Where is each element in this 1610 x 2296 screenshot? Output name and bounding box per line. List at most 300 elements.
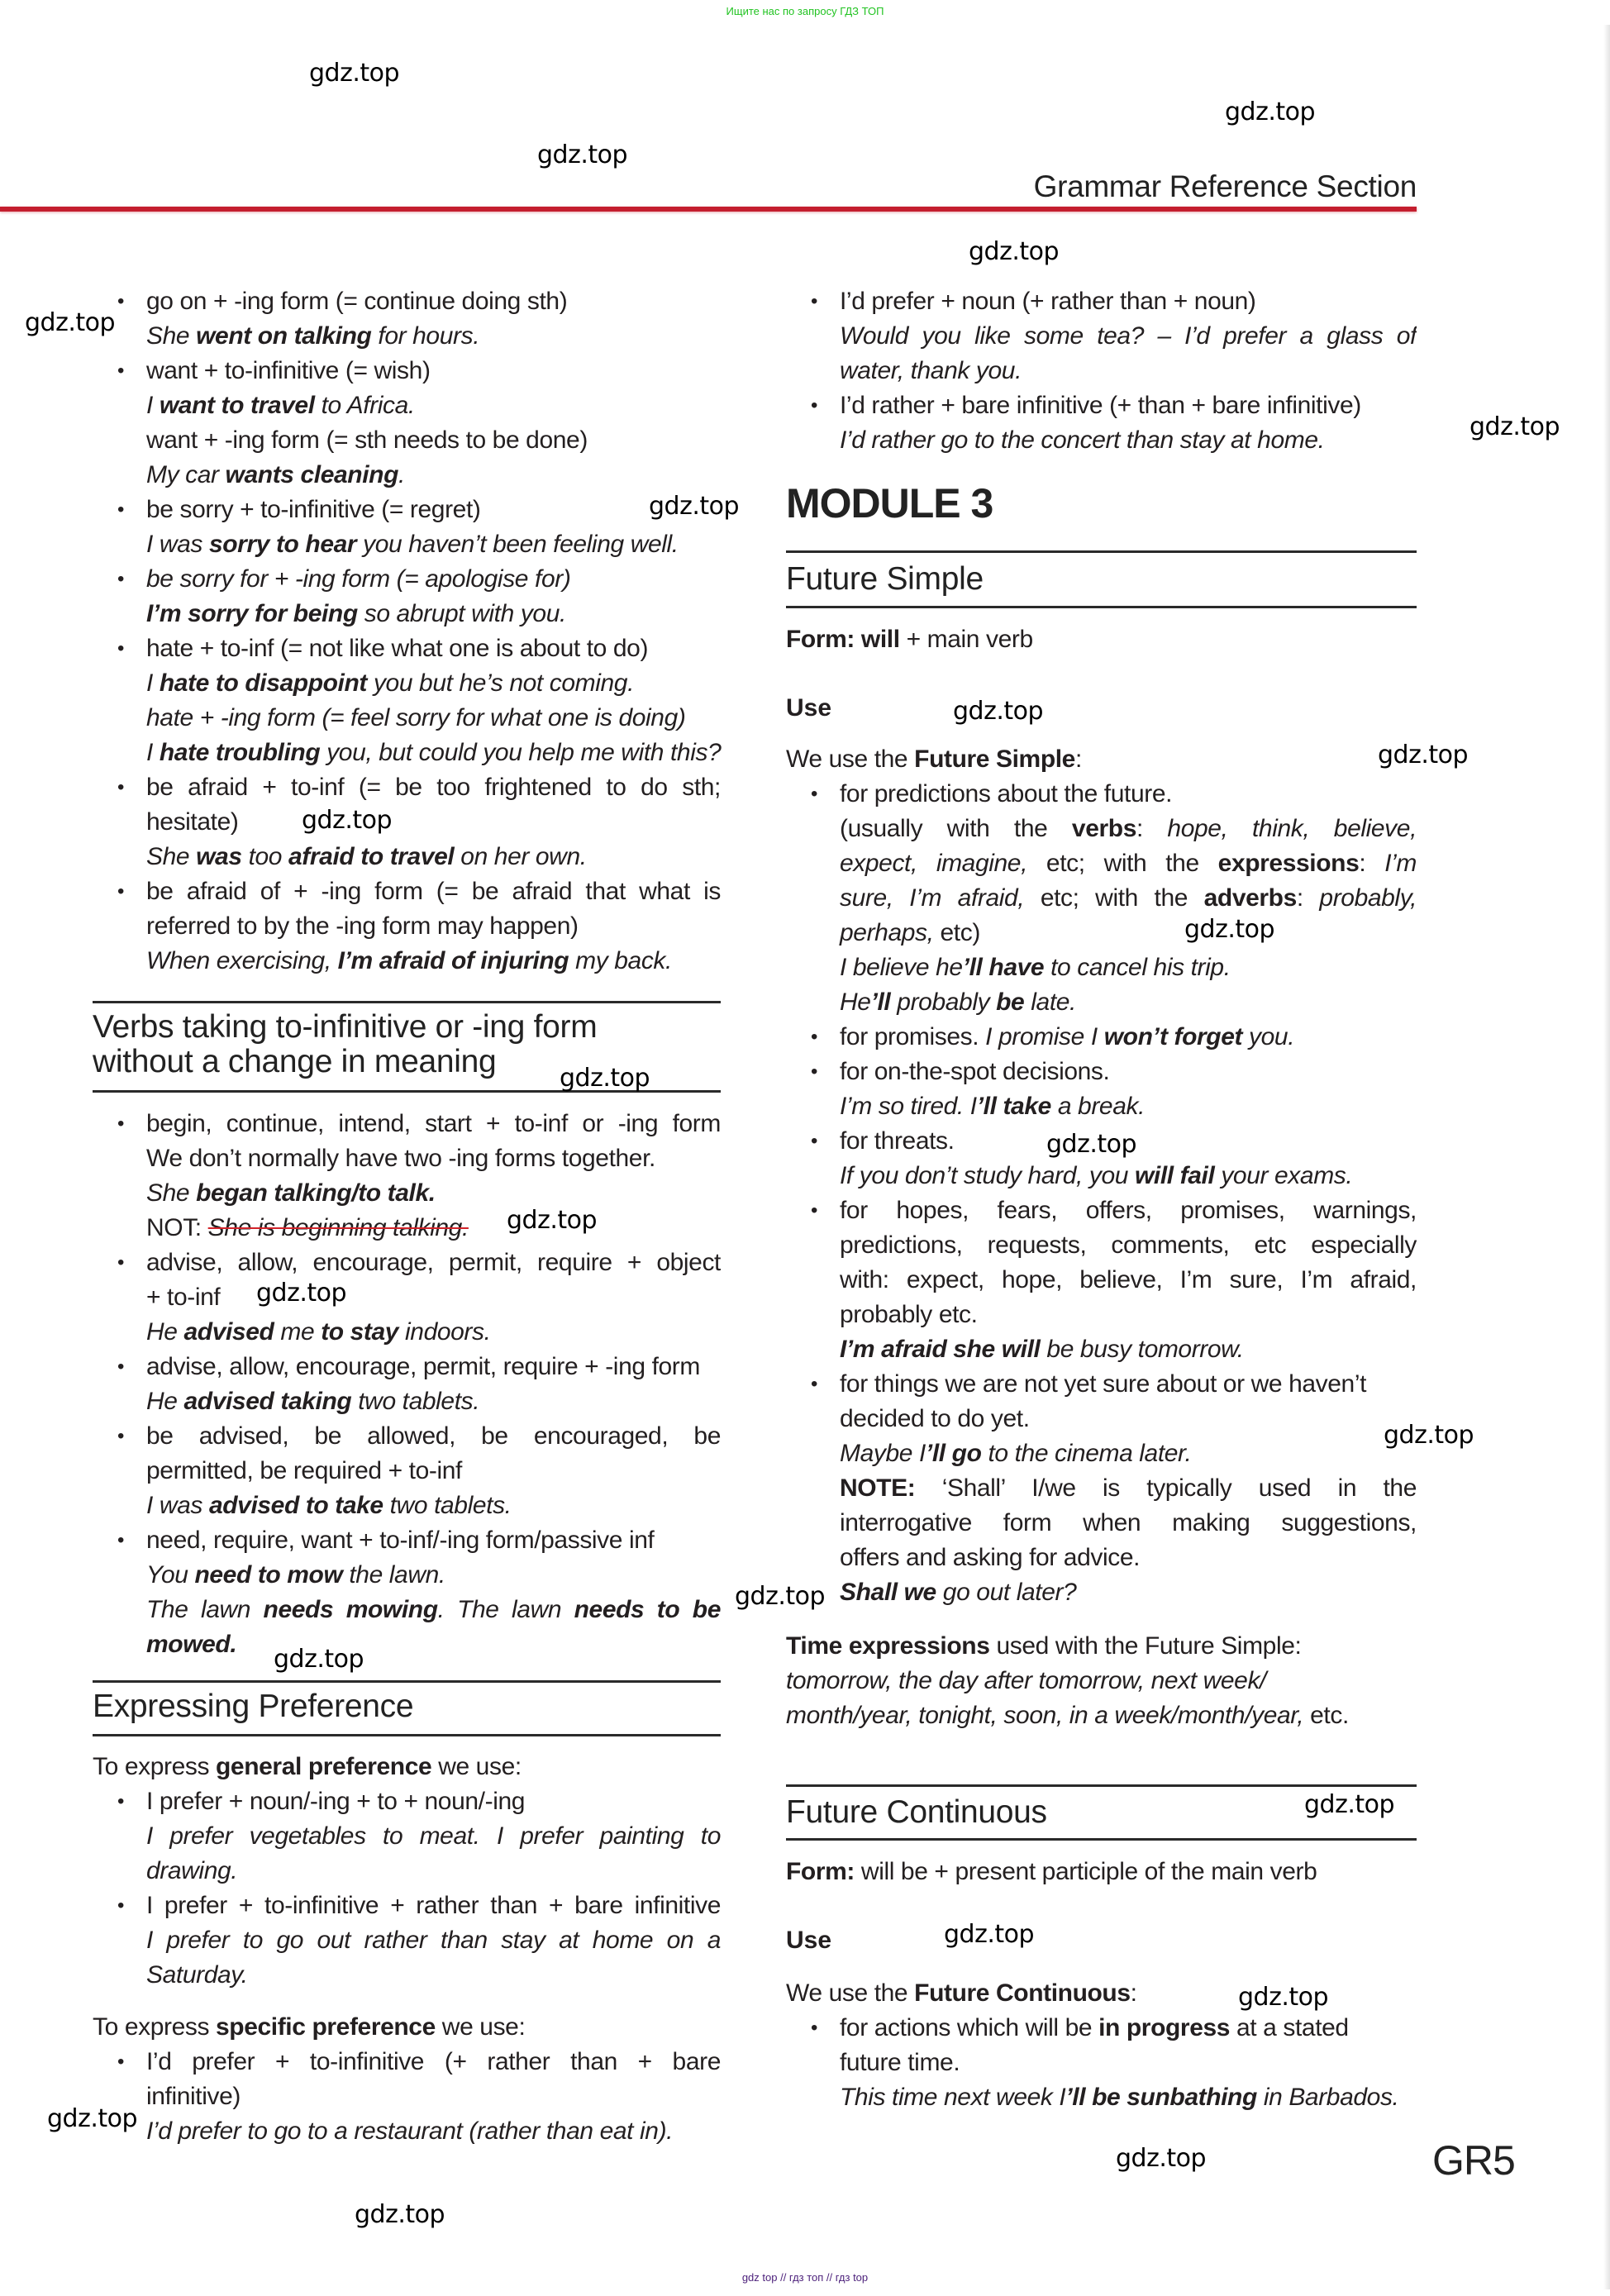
text-segment: This time next week I: [840, 2084, 1066, 2111]
watermark: gdz.top: [25, 308, 116, 337]
example-line: [93, 840, 721, 874]
text-segment: I prefer vegetables to meat. I prefer painting to: [146, 1822, 721, 1850]
example-line: [93, 666, 721, 701]
bullet-item: [786, 1055, 1417, 1089]
text-segment: .: [398, 461, 405, 488]
text-segment: we use:: [435, 2013, 526, 2041]
text-segment: advised to take: [208, 1492, 383, 1519]
text-segment: I’d rather go to the concert than stay at home.: [840, 426, 1325, 454]
text-line: [93, 423, 721, 458]
use-label: Use: [786, 694, 832, 722]
text-segment: He: [146, 1388, 184, 1415]
text-segment: Saturday.: [146, 1961, 248, 1989]
text-segment: in progress: [1098, 2014, 1231, 2041]
text-segment: sure, I’m afraid,: [840, 884, 1025, 912]
section-rule: [93, 1001, 721, 1003]
text-line: [786, 1541, 1417, 1575]
text-line: [93, 2079, 721, 2114]
watermark: gdz.top: [1384, 1421, 1474, 1450]
text-segment: advised taking: [183, 1388, 352, 1415]
text-segment: We use the: [786, 1979, 915, 2007]
bullet-item: [786, 388, 1417, 423]
text-segment: me: [274, 1318, 322, 1346]
watermark: gdz.top: [1378, 741, 1469, 769]
text-segment: etc; with the: [1027, 850, 1218, 877]
text-line: [93, 909, 721, 944]
bullet-item: [93, 1246, 721, 1280]
example-line: [786, 985, 1417, 1020]
future-simple-form: [786, 622, 1417, 657]
watermark: gdz.top: [507, 1206, 598, 1235]
text-segment: She: [146, 843, 197, 870]
example-line: [93, 458, 721, 493]
bullet-item: [93, 1107, 721, 1141]
bullet-item: [93, 493, 721, 527]
text-line: [93, 2010, 721, 2045]
text-line: [786, 742, 1417, 777]
text-segment: I’d prefer + to-infinitive (+ rather than + bare: [146, 2048, 721, 2075]
text-segment: My car: [146, 461, 226, 488]
text-segment: hope, think, believe,: [1167, 815, 1417, 842]
future-simple-time-expressions: [786, 1629, 1417, 1733]
verbs-no-change-list: [93, 1107, 721, 1662]
example-line: [93, 1819, 721, 1854]
text-segment: I’m afraid she will: [840, 1336, 1041, 1363]
text-segment: two tablets.: [351, 1388, 480, 1415]
bullet-item: [786, 1367, 1417, 1402]
text-segment: was: [196, 843, 242, 870]
section-rule: [786, 606, 1417, 608]
text-segment: the lawn.: [342, 1561, 445, 1589]
text-segment: decided to do yet.: [840, 1405, 1030, 1432]
watermark: gdz.top: [1238, 1983, 1329, 2012]
text-segment: in Barbados.: [1256, 2084, 1399, 2111]
section-rule: [93, 1680, 721, 1683]
text-segment: for threats.: [840, 1127, 955, 1155]
text-segment: I prefer to go out rather than stay at home on a: [146, 1927, 721, 1954]
text-segment: We don’t normally have two -ing forms together.: [146, 1145, 655, 1172]
text-segment: my back.: [569, 947, 672, 974]
text-segment: go on + -ing form (= continue doing sth): [146, 288, 568, 315]
use-label: Use: [786, 1927, 832, 1954]
text-segment: interrogative form when making suggestions,: [840, 1509, 1417, 1536]
text-segment: adverbs: [1203, 884, 1297, 912]
text-segment: :: [1130, 1979, 1137, 2007]
text-segment: needs to be: [574, 1596, 721, 1623]
text-segment: so abrupt with you.: [357, 600, 566, 627]
example-line: [93, 736, 721, 770]
text-segment: Would you like some tea? – I’d prefer a glass of: [840, 322, 1417, 350]
text-segment: month/year, tonight, soon, in a week/month/year,: [786, 1702, 1304, 1729]
text-segment: I: [146, 392, 160, 419]
bullet-item: [93, 354, 721, 388]
text-segment: Form:: [786, 1858, 855, 1885]
text-segment: sorry to hear: [208, 531, 357, 558]
text-segment: I promise I: [985, 1023, 1104, 1050]
text-segment: . The lawn: [437, 1596, 574, 1623]
text-segment: I prefer + to-infinitive + rather than + bare infinitive: [146, 1892, 721, 1919]
text-segment: ‘Shall’ I/we is typically used in the: [915, 1474, 1417, 1502]
text-segment: to stay: [321, 1318, 399, 1346]
text-segment: drawing.: [146, 1857, 238, 1884]
text-segment: I: [146, 669, 160, 697]
text-segment: for actions which will be: [840, 2014, 1099, 2041]
watermark: gdz.top: [944, 1920, 1035, 1949]
text-segment: I’m: [1384, 850, 1417, 877]
text-segment: mowed.: [146, 1631, 237, 1658]
text-line: [786, 1228, 1417, 1263]
text-segment: two tablets.: [383, 1492, 512, 1519]
text-segment: verbs: [1071, 815, 1136, 842]
text-segment: water, thank you.: [840, 357, 1022, 384]
text-line: [786, 1664, 1417, 1698]
text-segment: She is beginning talking.: [207, 1214, 469, 1241]
text-segment: I’m so tired. I: [840, 1093, 977, 1120]
text-segment: tomorrow, the day after tomorrow, next week/: [786, 1667, 1266, 1694]
bullet-item: [786, 1020, 1417, 1055]
bullet-item: [786, 284, 1417, 319]
future-simple-uses: [786, 742, 1417, 1610]
text-segment: offers and asking for advice.: [840, 1544, 1141, 1571]
text-line: [93, 805, 721, 840]
text-segment: When exercising,: [146, 947, 338, 974]
watermark: gdz.top: [256, 1279, 347, 1308]
watermark: gdz.top: [1116, 2144, 1207, 2173]
text-segment: will fail: [1134, 1162, 1215, 1189]
bullet-item: [786, 1193, 1417, 1228]
example-line: [786, 1436, 1417, 1471]
text-segment: be sorry for + -ing form (= apologise for): [146, 565, 571, 593]
section-title: Grammar Reference Section: [1033, 169, 1417, 203]
text-segment: for on-the-spot decisions.: [840, 1058, 1110, 1085]
watermark: gdz.top: [274, 1645, 364, 1674]
text-segment: be sorry + to-infinitive (= regret): [146, 496, 481, 523]
text-segment: infinitive): [146, 2083, 241, 2110]
text-segment: advised: [183, 1318, 274, 1346]
text-line: [786, 881, 1417, 916]
bullet-item: [93, 284, 721, 319]
text-segment: probably,: [1319, 884, 1417, 912]
example-line: [786, 1575, 1417, 1610]
watermark: gdz.top: [735, 1582, 826, 1611]
text-line: [93, 1141, 721, 1176]
bullet-item: [93, 1419, 721, 1454]
text-line: [786, 1698, 1417, 1733]
section-heading-expressing-preference: Expressing Preference: [93, 1689, 414, 1724]
general-preference-list: [93, 1750, 721, 1993]
text-segment: etc; with the: [1024, 884, 1204, 912]
text-segment: for things we are not yet sure about or we haven’t: [840, 1370, 1367, 1398]
text-segment: perhaps,: [840, 919, 934, 946]
watermark: gdz.top: [953, 697, 1044, 726]
text-segment: He: [840, 988, 871, 1016]
text-segment: we use:: [431, 1753, 522, 1780]
section-heading-future-simple: Future Simple: [786, 561, 984, 597]
text-segment: for hopes, fears, offers, promises, warnings,: [840, 1197, 1417, 1224]
text-segment: referred to by the -ing form may happen): [146, 912, 579, 940]
specific-preference-list: [93, 2010, 721, 2149]
bullet-item: [786, 2011, 1417, 2046]
text-line: [786, 1506, 1417, 1541]
text-segment: + to-inf: [146, 1284, 221, 1311]
text-segment: ’ll take: [976, 1093, 1051, 1120]
bullet-item: [93, 874, 721, 909]
text-segment: you but he’s not coming.: [367, 669, 635, 697]
text-segment: to the cinema later.: [981, 1440, 1192, 1467]
module-title: MODULE 3: [786, 480, 993, 526]
section-rule: [786, 1838, 1417, 1841]
heading-line: without a change in meaning: [93, 1044, 497, 1079]
example-line: [93, 2114, 721, 2149]
watermark: gdz.top: [1046, 1130, 1137, 1159]
text-segment: To express: [93, 2013, 216, 2041]
text-segment: hate to disappoint: [159, 669, 368, 697]
watermark: gdz.top: [302, 806, 393, 835]
bullet-item: [93, 2045, 721, 2079]
text-segment: go out later?: [936, 1579, 1077, 1606]
text-segment: won’t forget: [1103, 1023, 1243, 1050]
text-segment: If you don’t study hard, you: [840, 1162, 1135, 1189]
text-segment: I believe he: [840, 954, 963, 981]
bullet-item: [93, 631, 721, 666]
watermark: gdz.top: [1225, 98, 1316, 126]
text-segment: :: [1359, 850, 1385, 877]
section-rule: [786, 1784, 1417, 1787]
section-rule: [786, 550, 1417, 553]
text-segment: ’ll: [870, 988, 891, 1016]
text-segment: to Africa.: [314, 392, 415, 419]
section-rule: [93, 1734, 721, 1736]
text-segment: :: [1296, 884, 1320, 912]
example-line: [786, 423, 1417, 458]
text-segment: She: [146, 322, 197, 350]
text-segment: (usually with the: [840, 815, 1072, 842]
text-segment: probably etc.: [840, 1301, 978, 1328]
specific-preference-list-cont: [786, 284, 1417, 458]
text-segment: general preference: [216, 1753, 432, 1780]
watermark: gdz.top: [560, 1064, 650, 1093]
text-segment: permitted, be required + to-inf: [146, 1457, 462, 1484]
text-segment: on her own.: [454, 843, 587, 870]
text-segment: etc): [933, 919, 980, 946]
heading-line: Verbs taking to-infinitive or -ing form: [93, 1009, 598, 1045]
text-segment: need, require, want + to-inf/-ing form/passive inf: [146, 1527, 655, 1554]
text-segment: you haven’t been feeling well.: [356, 531, 679, 558]
text-segment: advise, allow, encourage, permit, require + -ing form: [146, 1353, 700, 1380]
example-line: [786, 1089, 1417, 1124]
text-segment: used with the Future Simple:: [989, 1632, 1302, 1660]
text-segment: began talking/to talk.: [196, 1179, 436, 1207]
search-hint-banner: Ищите нас по запросу ГДЗ ТОП: [726, 5, 884, 17]
watermark: gdz.top: [1184, 915, 1275, 944]
text-segment: ’ll go: [925, 1440, 982, 1467]
text-segment: to cancel his trip.: [1044, 954, 1231, 981]
text-segment: want + to-infinitive (= wish): [146, 357, 431, 384]
text-line: [786, 1629, 1417, 1664]
text-segment: needs mowing: [263, 1596, 438, 1623]
example-line: [93, 1958, 721, 1993]
text-segment: I’d prefer to go to a restaurant (rather than eat in).: [146, 2117, 674, 2145]
example-line: [93, 1593, 721, 1627]
example-line: [93, 944, 721, 979]
watermark: gdz.top: [1304, 1790, 1395, 1819]
bullet-item: [93, 770, 721, 805]
text-segment: I’m afraid of injuring: [337, 947, 569, 974]
text-segment: He: [146, 1318, 184, 1346]
example-line: [93, 1923, 721, 1958]
text-segment: :: [1136, 815, 1168, 842]
text-segment: I prefer + noun/-ing + to + noun/-ing: [146, 1788, 526, 1815]
text-segment: hate troubling: [159, 739, 321, 766]
text-segment: you, but could you help me with this?: [320, 739, 722, 766]
text-segment: I’d prefer + noun (+ rather than + noun): [840, 288, 1256, 315]
text-line: [786, 2046, 1417, 2080]
text-segment: afraid to travel: [288, 843, 455, 870]
watermark: gdz.top: [309, 59, 400, 88]
text-line: [786, 812, 1417, 846]
example-line: [93, 1854, 721, 1889]
text-segment: for hours.: [371, 322, 480, 350]
text-line: [786, 1402, 1417, 1436]
text-segment: We use the: [786, 745, 915, 773]
text-segment: specific preference: [216, 2013, 436, 2041]
future-continuous-form: [786, 1855, 1417, 1889]
example-line: [93, 1489, 721, 1523]
text-line: [93, 1280, 721, 1315]
bullet-item: [93, 1784, 721, 1819]
page-edge-shadow: [1603, 25, 1610, 2289]
bullet-item: [93, 1350, 721, 1384]
text-segment: too: [241, 843, 289, 870]
text-segment: Time expressions: [786, 1632, 990, 1660]
page-number: GR5: [1432, 2137, 1515, 2184]
text-segment: wants cleaning: [225, 461, 399, 488]
example-line: [786, 950, 1417, 985]
text-segment: ’ll have: [962, 954, 1045, 981]
text-segment: be busy tomorrow.: [1040, 1336, 1244, 1363]
text-segment: went on talking: [196, 322, 372, 350]
text-segment: you.: [1242, 1023, 1295, 1050]
text-line: [786, 622, 1417, 657]
text-segment: Form: will: [786, 626, 900, 653]
text-segment: late.: [1024, 988, 1076, 1016]
watermark: gdz.top: [1469, 412, 1560, 441]
text-line: [93, 1211, 721, 1246]
example-line: [93, 1384, 721, 1419]
text-segment: NOT:: [146, 1214, 208, 1241]
text-segment: To express: [93, 1753, 216, 1780]
example-line: [786, 1159, 1417, 1193]
text-line: [786, 846, 1417, 881]
text-segment: a break.: [1050, 1093, 1146, 1120]
verb-patterns-list: [93, 284, 721, 979]
watermark: gdz.top: [47, 2104, 138, 2133]
bullet-item: [93, 1523, 721, 1558]
text-line: [786, 916, 1417, 950]
text-line: [786, 1298, 1417, 1332]
example-line: [786, 2080, 1417, 2115]
example-line: [786, 354, 1417, 388]
bullet-item: [93, 1889, 721, 1923]
text-segment: be advised, be allowed, be encouraged, be: [146, 1422, 721, 1450]
example-line: [93, 1315, 721, 1350]
example-line: [93, 701, 721, 736]
watermark: gdz.top: [537, 141, 628, 169]
text-segment: be: [996, 988, 1025, 1016]
text-line: [786, 1263, 1417, 1298]
bullet-item: [786, 777, 1417, 812]
watermark: gdz.top: [649, 492, 740, 521]
footer-links: gdz top // гдз топ // гдз top: [741, 2271, 869, 2284]
text-segment: begin, continue, intend, start + to-inf or -ing form: [146, 1110, 721, 1137]
text-line: [786, 1855, 1417, 1889]
text-segment: expressions: [1217, 850, 1360, 877]
bullet-item: [93, 562, 721, 597]
text-segment: I was: [146, 1492, 209, 1519]
example-line: [786, 319, 1417, 354]
text-segment: advise, allow, encourage, permit, require + object: [146, 1249, 721, 1276]
text-segment: need to mow: [194, 1561, 343, 1589]
example-line: [93, 1627, 721, 1662]
text-segment: Future Simple: [914, 745, 1075, 773]
example-line: [93, 1558, 721, 1593]
text-segment: probably: [890, 988, 997, 1016]
text-segment: hesitate): [146, 808, 239, 836]
text-segment: be afraid of + -ing form (= be afraid that what is: [146, 878, 721, 905]
section-heading-future-continuous: Future Continuous: [786, 1794, 1047, 1830]
text-segment: hate + to-inf (= not like what one is about to do): [146, 635, 649, 662]
text-segment: indoors.: [398, 1318, 491, 1346]
example-line: [93, 597, 721, 631]
text-segment: I was: [146, 531, 209, 558]
text-segment: ’ll be sunbathing: [1065, 2084, 1257, 2111]
text-segment: for predictions about the future.: [840, 780, 1173, 807]
text-segment: will be + present participle of the main verb: [855, 1858, 1317, 1885]
text-segment: at a stated: [1230, 2014, 1349, 2041]
example-line: [93, 1176, 721, 1211]
text-segment: Future Continuous: [914, 1979, 1131, 2007]
text-segment: Shall we: [840, 1579, 936, 1606]
text-segment: etc.: [1303, 1702, 1349, 1729]
header-divider: [0, 207, 1417, 212]
text-line: [786, 1471, 1417, 1506]
text-segment: for promises.: [840, 1023, 986, 1050]
text-segment: future time.: [840, 2049, 960, 2076]
text-segment: She: [146, 1179, 197, 1207]
text-line: [93, 1454, 721, 1489]
text-segment: I: [146, 739, 160, 766]
text-line: [93, 1750, 721, 1784]
text-segment: You: [146, 1561, 195, 1589]
text-segment: be afraid + to-inf (= be too frightened to do sth;: [146, 774, 721, 801]
text-segment: The lawn: [146, 1596, 264, 1623]
text-segment: your exams.: [1214, 1162, 1353, 1189]
example-line: [786, 1332, 1417, 1367]
watermark: gdz.top: [969, 237, 1060, 266]
text-segment: + main verb: [899, 626, 1033, 653]
text-segment: predictions, requests, comments, etc especially: [840, 1231, 1417, 1259]
text-segment: I’d rather + bare infinitive (+ than + bare infinitive): [840, 392, 1361, 419]
text-segment: Maybe I: [840, 1440, 926, 1467]
text-segment: with: expect, hope, believe, I’m sure, I’m afraid,: [840, 1266, 1417, 1293]
text-segment: :: [1074, 745, 1082, 773]
example-line: [93, 319, 721, 354]
text-segment: want to travel: [159, 392, 315, 419]
example-line: [93, 527, 721, 562]
text-segment: I’m sorry for being: [146, 600, 358, 627]
text-segment: hate + -ing form (= feel sorry for what one is doing): [146, 704, 686, 731]
text-segment: expect, imagine,: [840, 850, 1028, 877]
